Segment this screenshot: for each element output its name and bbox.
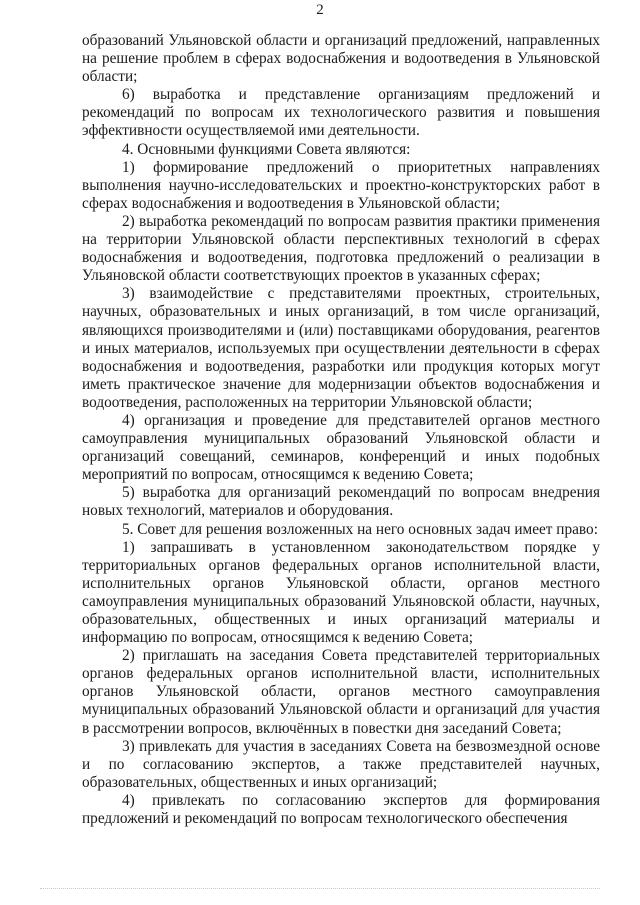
paragraph: 3) взаимодействие с представителями проектных, строительных, научных, образовательных и иных организаций, в том числе организаций, являющихся производителями и (или) поставщиками оборудования, реагентов и иных материалов, используемых при осуществлении деятельности в сферах водоснабжения и водоотведения, разработки или продукция которых могут иметь практическое значение для модернизации объектов водоснабжения и водоотведения, расположенных на территории Ульяновской области;	[82, 285, 600, 411]
paragraph: 4. Основными функциями Совета являются:	[122, 140, 411, 158]
paragraph: 5) выработка для организаций рекомендаций по вопросам внедрения новых технологий, материалов и оборудования.	[82, 484, 600, 520]
paragraph: 1) формирование предложений о приоритетных направлениях выполнения научно-исследовательских и проектно-конструкторских работ в сферах водоснабжения и водоотведения в Ульяновской области;	[82, 158, 600, 212]
page-number: 2	[316, 2, 324, 18]
paragraph: 3) привлекать для участия в заседаниях Совета на безвозмездной основе и по согласованию экспертов, а также представителей научных, образовательных, общественных и иных организаций;	[82, 737, 600, 791]
paragraph: 6) выработка и представление организациям предложений и рекомендаций по вопросам их технологического развития и повышения эффективности осуществляемой ими деятельности.	[82, 86, 600, 140]
paragraph: 4) организация и проведение для представителей органов местного самоуправления муниципальных образований Ульяновской области и организаций совещаний, семинаров, конференций и иных подобных мероприятий по вопросам, относящимся к ведению Совета;	[82, 411, 600, 484]
scan-artifact-line	[40, 888, 600, 890]
paragraph: 2) выработка рекомендаций по вопросам развития практики применения на территории Ульяновской области перспективных технологий в сферах водоснабжения и водоотведения, подготовка предложений о реализации в Ульяновской области соответствующих проектов в указанных сферах;	[82, 212, 600, 285]
paragraph: 5. Совет для решения возложенных на него основных задач имеет право:	[122, 520, 598, 538]
paragraph: 2) приглашать на заседания Совета представителей территориальных органов федеральных органов исполнительной власти, исполнительных органов Ульяновской области, органов местного самоуправления муниципальных образований Ульяновской области и организаций для участия в рассмотрении вопросов, включённых в повестки дня заседаний Совета;	[82, 647, 600, 737]
document-body	[82, 32, 600, 828]
paragraph: образований Ульяновской области и организаций предложений, направленных на решение проблем в сферах водоснабжения и водоотведения в Ульяновской области;	[82, 32, 600, 86]
paragraph: 1) запрашивать в установленном законодательством порядке у территориальных органов федеральных органов исполнительной власти, исполнительных органов Ульяновской области, органов местного самоуправления муниципальных образований Ульяновской области, научных, образовательных, общественных и иных организаций материалы и информацию по вопросам, относящимся к ведению Совета;	[82, 538, 600, 647]
paragraph: 4) привлекать по согласованию экспертов для формирования предложений и рекомендаций по вопросам технологического обеспечения	[82, 791, 600, 828]
